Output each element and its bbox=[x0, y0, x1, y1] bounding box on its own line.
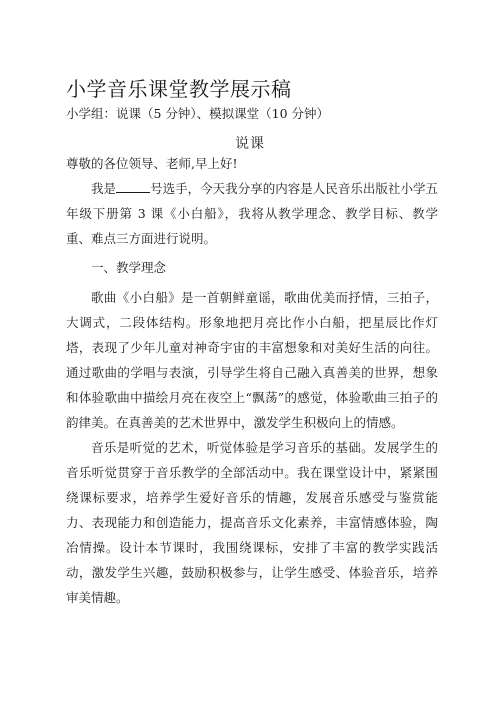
section-heading: 说课 bbox=[235, 136, 265, 152]
intro-paragraph bbox=[66, 176, 438, 251]
paragraph-song-description: 歌曲《小白船》是一首朝鲜童谣，歌曲优美而抒情，三拍子，大调式，二段体结构。形象地把月亮比作小白船，把星辰比作灯塔，表现了少年儿童对神奇宇宙的丰富想象和对美好生活的向往。通过歌曲的学唱与表演，引导学生将自己融入真善美的世界，想象和体验歌曲中描绘月亮在夜空上“飘荡”的感觉，体验歌曲三拍子的韵律美。在真善美的艺术世界中，激发学生积极向上的情感。 bbox=[66, 290, 438, 430]
heading-teaching-philosophy: 一、教学理念 bbox=[91, 260, 167, 275]
document-subtitle: 小学组：说课（5 分钟）、模拟课堂（10 分钟） bbox=[66, 106, 330, 121]
paragraph-music-listening: 音乐是听觉的艺术，听觉体验是学习音乐的基础。发展学生的音乐听觉贯穿于音乐教学的全部活动中。我在课堂设计中，紧紧围绕课标要求，培养学生爱好音乐的情趣，发展音乐感受与鉴赏能力、表现能力和创造能力，提高音乐文化素养，丰富情感体验，陶冶情操。设计本节课时，我围绕课标，安排了丰富的教学实践活动，激发学生兴趣，鼓励积极参与，让学生感受、体验音乐，培养审美情趣。 bbox=[66, 440, 438, 605]
greeting-line: 尊敬的各位领导、老师,早上好! bbox=[66, 156, 238, 171]
intro-text-before-blank: 我是 bbox=[91, 181, 117, 196]
document-title: 小学音乐课堂教学展示稿 bbox=[66, 77, 292, 101]
contestant-number-blank bbox=[116, 192, 150, 193]
intro-text-after-blank: 号选手，今天我分享的内容是人民音乐出版社小学五年级下册第 3 课《小白船》，我将从教学理念、教学目标、教学重、难点三方面进行说明。 bbox=[66, 181, 438, 246]
